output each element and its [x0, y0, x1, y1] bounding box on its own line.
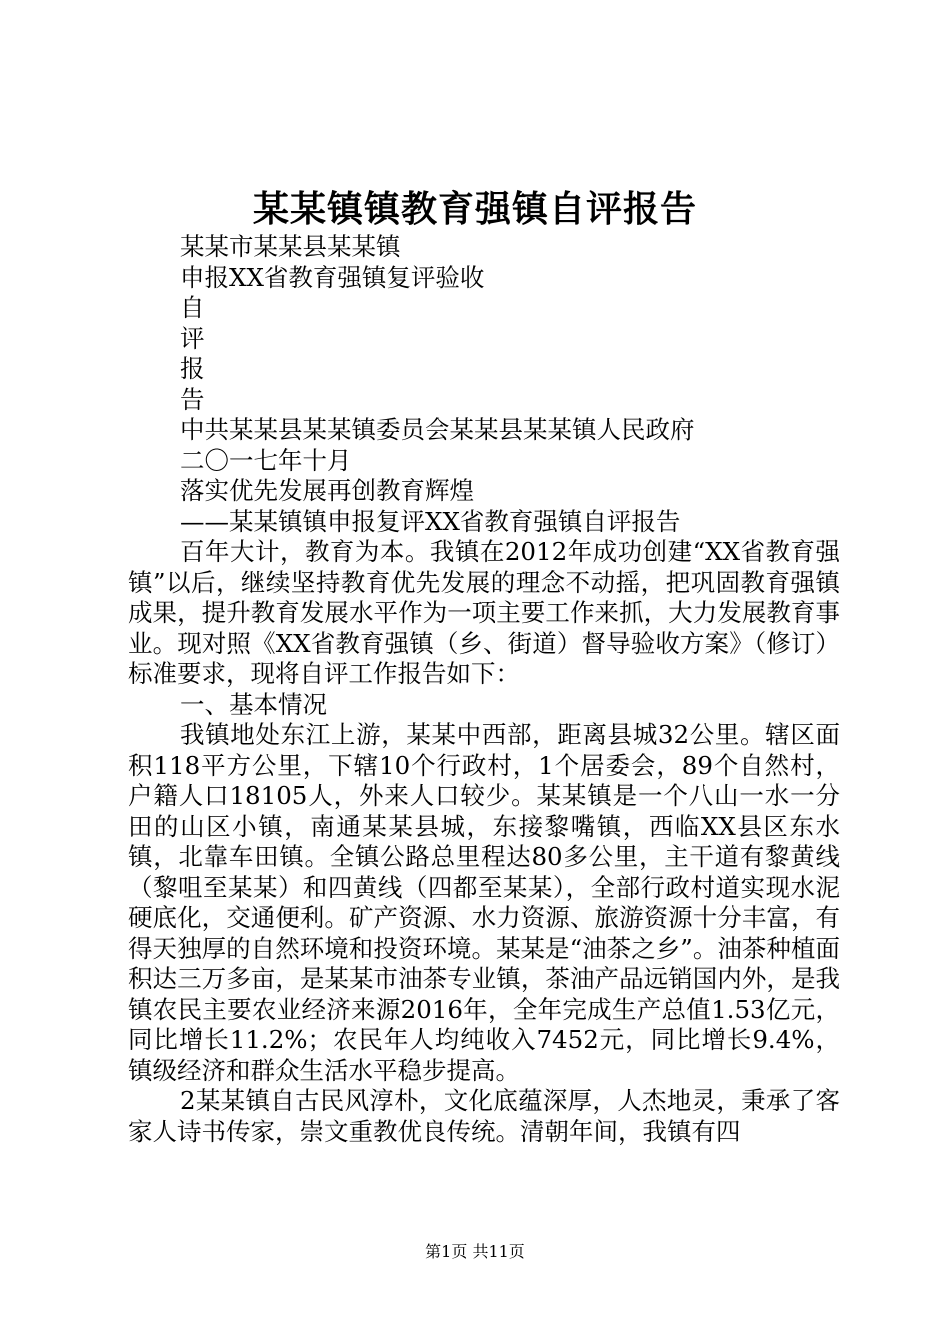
- header-line-char-4: 告: [180, 384, 205, 414]
- header-line-char-3: 报: [180, 354, 205, 383]
- document-title: 某某镇镇教育强镇自评报告: [252, 188, 697, 230]
- header-line-date: 二〇一七年十月: [180, 445, 352, 475]
- header-line-slogan: 落实优先发展再创教育辉煌: [180, 476, 474, 505]
- header-line-issuer: 中共某某县某某镇委员会某某县某某镇人民政府: [180, 415, 695, 444]
- paragraph-basic-situation: 我镇地处东江上游，某某中西部，距离县城32公里。辖区面积118平方公里，下辖10个行政村，1个居委会，89个自然村，户籍人口18105人，外来人口较少。某某镇是一个八山一水一分田的山区小镇，南通某某县城，东接黎嘴镇，西临XX县区东水镇，北靠车田镇。全镇公路总里程达80多公里，主干道有黎黄线（黎咀至某某）和四黄线（四都至某某），全部行政村道实现水泥硬底化，交通便利。矿产资源、水力资源、旅游资源十分丰富，有得天独厚的自然环境和投资环境。某某是“油茶之乡”。油茶种植面积达三万多亩，是某某市油茶专业镇，茶油产品远销国内外，是我镇农民主要农业经济来源2016年，全年完成生产总值1.53亿元，同比增长11.2%；农民年人均纯收入7452元，同比增长9.4%，镇级经济和群众生活水平稳步提高。: [128, 720, 841, 1085]
- header-line-char-2: 评: [180, 323, 205, 353]
- header-line-char-1: 自: [180, 293, 205, 322]
- section-heading-basic: 一、基本情况: [180, 689, 327, 719]
- page-footer: 第1页 共11页: [425, 1242, 525, 1261]
- document-body: [128, 232, 840, 1147]
- paragraph-intro: 百年大计，教育为本。我镇在2012年成功创建“XX省教育强镇”以后，继续坚持教育优先发展的理念不动摇，把巩固教育强镇成果，提升教育发展水平作为一项主要工作来抓，大力发展教育事业。现对照《XX省教育强镇（乡、街道）督导验收方案》（修订）标准要求，现将自评工作报告如下：: [128, 537, 840, 688]
- paragraph-culture: 2某某镇自古民风淳朴，文化底蕴深厚，人杰地灵，秉承了客家人诗书传家，崇文重教优良传统。清朝年间，我镇有四: [128, 1086, 840, 1146]
- header-line-application: 申报XX省教育强镇复评验收: [180, 262, 485, 292]
- header-line-subtitle: ——某某镇镇申报复评XX省教育强镇自评报告: [180, 506, 681, 536]
- header-line-county: 某某市某某县某某镇: [180, 232, 401, 261]
